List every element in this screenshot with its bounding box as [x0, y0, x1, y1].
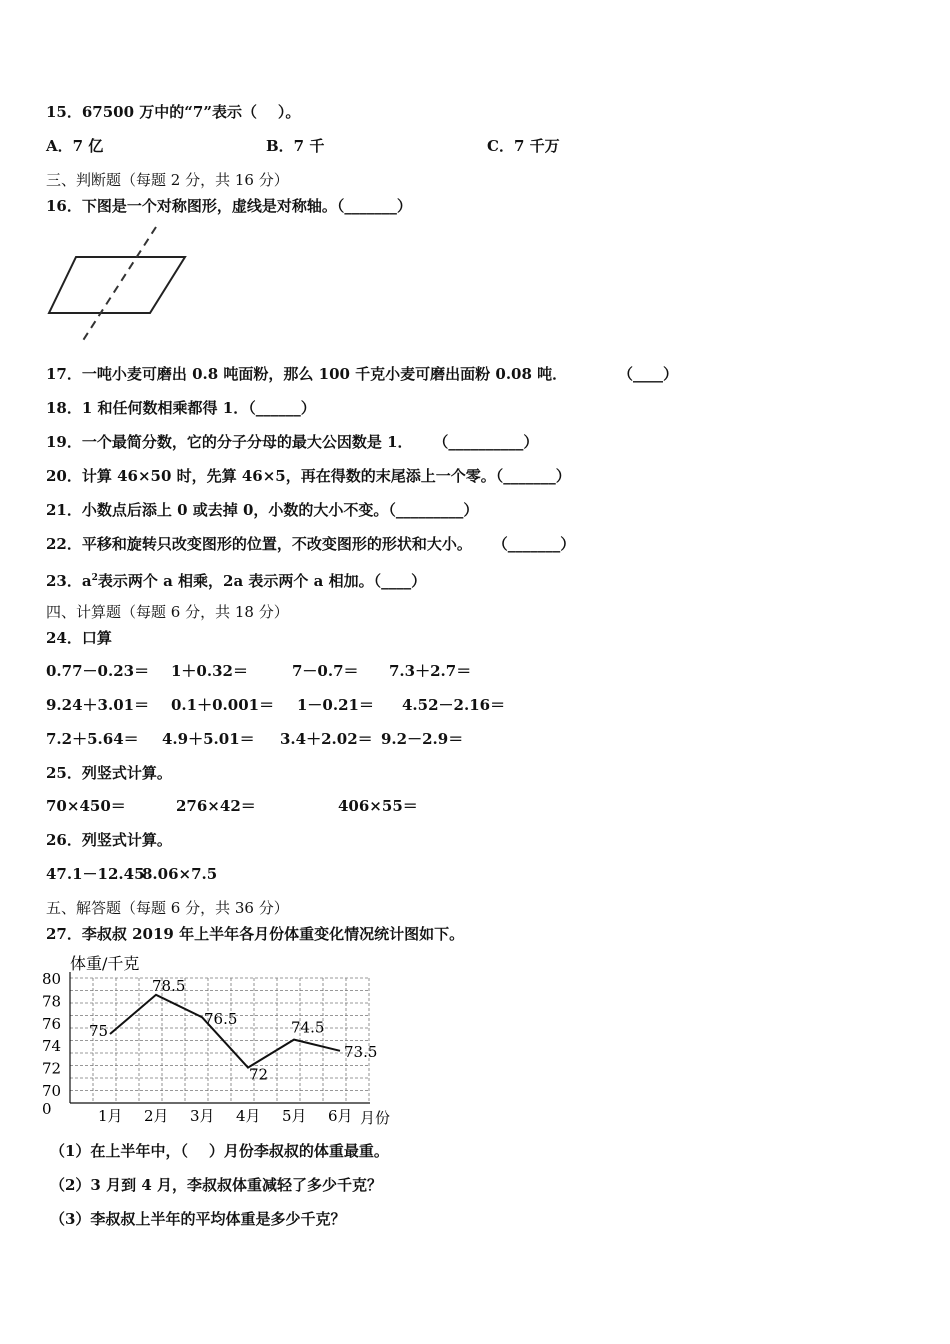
chart-data-label: 73.5	[344, 1042, 378, 1061]
q24-item: 0.1＋0.001＝	[171, 696, 275, 714]
q24-item: 9.2－2.9＝	[381, 730, 464, 748]
chart-y-tick-label: 76	[42, 1014, 62, 1033]
q16-text: 16．下图是一个对称图形，虚线是对称轴。（_______）	[46, 197, 412, 215]
q20-text: 20．计算 46×50 时，先算 46×5，再在得数的末尾添上一个零。（_______）	[46, 467, 571, 485]
q24-item: 1－0.21＝	[297, 696, 374, 714]
q15-stem: 15．67500 万中的“7”表示（ ）。	[46, 103, 301, 121]
chart-data-label: 72	[249, 1065, 269, 1084]
chart-xlabel: 月份	[360, 1109, 391, 1127]
q26-title: 26．列竖式计算。	[46, 831, 172, 849]
chart-x-tick-label: 1月	[98, 1107, 123, 1125]
q24-title: 24．口算	[46, 629, 112, 647]
chart-x-tick-label: 5月	[282, 1107, 307, 1125]
q27-sub1: （1）在上半年中，（ ）月份李叔叔的体重最重。	[50, 1142, 389, 1160]
chart-y-tick-label: 72	[42, 1059, 62, 1078]
chart-data-label: 78.5	[152, 976, 186, 995]
q24-item: 7－0.7＝	[292, 662, 359, 680]
q25-title: 25．列竖式计算。	[46, 764, 172, 782]
q27-title: 27．李叔叔 2019 年上半年各月份体重变化情况统计图如下。	[46, 925, 465, 943]
section-5-heading: 五、解答题（每题 6 分，共 36 分）	[46, 899, 289, 917]
section-3-heading: 三、判断题（每题 2 分，共 16 分）	[46, 171, 289, 189]
chart-data-label: 74.5	[291, 1018, 325, 1037]
q27-sub2: （2）3 月到 4 月，李叔叔体重减轻了多少千克？	[50, 1176, 382, 1194]
q25-item: 406×55＝	[338, 797, 418, 815]
q24-item: 3.4＋2.02＝	[280, 730, 373, 748]
q24-item: 7.2＋5.64＝	[46, 730, 139, 748]
symmetry-axis-dashed-line	[82, 227, 156, 342]
q24-item: 4.9＋5.01＝	[162, 730, 255, 748]
chart-x-tick-label: 3月	[190, 1107, 215, 1125]
q21-text: 21．小数点后添上 0 或去掉 0，小数的大小不变。（_________）	[46, 501, 479, 519]
q18-text: 18．1 和任何数相乘都得 1．（______）	[46, 399, 316, 417]
q26-item: 8.06×7.5	[142, 865, 218, 883]
q24-item: 4.52－2.16＝	[402, 696, 506, 714]
q22-text: 22．平移和旋转只改变图形的位置，不改变图形的形状和大小。 （_______）	[46, 535, 576, 553]
chart-x-tick-label: 4月	[236, 1107, 261, 1125]
chart-y-tick-label: 74	[42, 1037, 62, 1056]
q17-text: 17．一吨小麦可磨出 0.8 吨面粉，那么 100 千克小麦可磨出面粉 0.08 吨．	[46, 365, 568, 383]
q25-item: 276×42＝	[176, 797, 256, 815]
q23-text: 23．$a^2$表示两个 a 相乘，2a 表示两个 a 相加。（____）	[46, 572, 427, 590]
chart-ylabel: 体重/千克	[70, 954, 140, 973]
chart-data-label: 76.5	[204, 1010, 238, 1029]
chart-y-tick-label: 78	[42, 992, 62, 1011]
q15-option-c: C．7 千万	[487, 137, 560, 155]
q24-item: 1＋0.32＝	[171, 662, 248, 680]
chart-y-tick-label: 80	[42, 970, 62, 988]
parallelogram-shape	[49, 257, 185, 313]
q15-option-b: B．7 千	[266, 137, 325, 155]
q17-blank: （____）	[618, 365, 679, 383]
q24-item: 9.24＋3.01＝	[46, 696, 150, 714]
q27-sub3: （3）李叔叔上半年的平均体重是多少千克？	[50, 1210, 346, 1228]
q25-item: 70×450＝	[46, 797, 126, 815]
chart-y-tick-label: 0	[42, 1100, 52, 1118]
q24-item: 7.3＋2.7＝	[389, 662, 472, 680]
chart-x-tick-label: 2月	[144, 1107, 169, 1125]
q26-item: 47.1－12.45	[46, 865, 145, 883]
q15-option-a: A．7 亿	[46, 137, 104, 155]
q19-text: 19．一个最简分数，它的分子分母的最大公因数是 1． （__________）	[46, 433, 539, 451]
section-4-heading: 四、计算题（每题 6 分，共 18 分）	[46, 603, 289, 621]
weight-line-chart	[40, 950, 400, 1130]
chart-x-tick-label: 6月	[328, 1107, 353, 1125]
q16-figure	[46, 224, 191, 346]
chart-data-label: 75	[89, 1022, 109, 1040]
q24-item: 0.77－0.23＝	[46, 662, 150, 680]
chart-y-tick-label: 70	[42, 1082, 62, 1100]
